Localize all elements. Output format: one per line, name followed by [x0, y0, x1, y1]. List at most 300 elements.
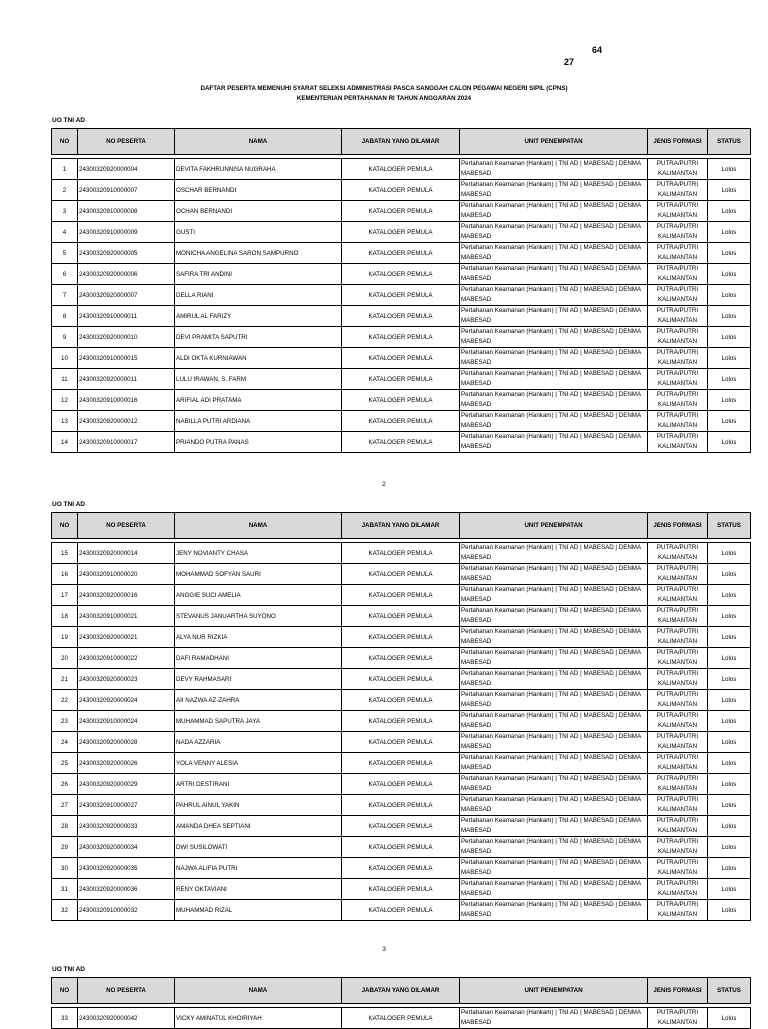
placement-unit: Pertahanan Keamanan (Hankam) | TNI AD | MABESAD | DENMA MABESAD — [460, 285, 648, 306]
row-number: 33 — [52, 1008, 78, 1029]
formation-type: PUTRA/PUTRI KALIMANTAN — [648, 369, 708, 390]
table-row — [52, 564, 751, 585]
position-applied: KATALOGER PEMULA — [342, 669, 460, 690]
header-row — [52, 129, 751, 155]
participants-table-3 — [51, 977, 751, 1029]
participant-name: PAHRUL AINUL YAKIN — [175, 795, 342, 816]
formation-type: PUTRA/PUTRI KALIMANTAN — [648, 669, 708, 690]
row-number: 17 — [52, 585, 78, 606]
position-applied: KATALOGER PEMULA — [342, 180, 460, 201]
row-number: 24 — [52, 732, 78, 753]
placement-unit: Pertahanan Keamanan (Hankam) | TNI AD | MABESAD | DENMA MABESAD — [460, 774, 648, 795]
participant-number: 24300320910000020 — [78, 564, 175, 585]
placement-unit: Pertahanan Keamanan (Hankam) | TNI AD | MABESAD | DENMA MABESAD — [460, 837, 648, 858]
position-applied: KATALOGER PEMULA — [342, 327, 460, 348]
column-header-formasi: JENIS FORMASI — [648, 129, 708, 155]
table-row — [52, 285, 751, 306]
placement-unit: Pertahanan Keamanan (Hankam) | TNI AD | MABESAD | DENMA MABESAD — [460, 201, 648, 222]
status-value: Lolos — [708, 648, 751, 669]
position-applied: KATALOGER PEMULA — [342, 201, 460, 222]
section-label-1: UO TNI AD — [52, 117, 85, 124]
status-value: Lolos — [708, 606, 751, 627]
table-row — [52, 411, 751, 432]
placement-unit: Pertahanan Keamanan (Hankam) | TNI AD | MABESAD | DENMA MABESAD — [460, 222, 648, 243]
placement-unit: Pertahanan Keamanan (Hankam) | TNI AD | MABESAD | DENMA MABESAD — [460, 648, 648, 669]
participant-number: 24300320910000032 — [78, 900, 175, 921]
position-applied: KATALOGER PEMULA — [342, 858, 460, 879]
participant-number: 24300320920000042 — [78, 1008, 175, 1029]
column-header-no: NO — [52, 513, 78, 539]
formation-type: PUTRA/PUTRI KALIMANTAN — [648, 180, 708, 201]
participant-name: YOLA VENNY ALESIA — [175, 753, 342, 774]
participant-number: 24300320920000007 — [78, 285, 175, 306]
column-header-status: STATUS — [708, 513, 751, 539]
position-applied: KATALOGER PEMULA — [342, 1008, 460, 1029]
column-header-unit: UNIT PENEMPATAN — [460, 513, 648, 539]
participant-number: 24300320910000008 — [78, 201, 175, 222]
formation-type: PUTRA/PUTRI KALIMANTAN — [648, 627, 708, 648]
formation-type: PUTRA/PUTRI KALIMANTAN — [648, 816, 708, 837]
row-number: 19 — [52, 627, 78, 648]
table-row — [52, 243, 751, 264]
participant-name: DAFI RAMADHANI — [175, 648, 342, 669]
section-label-3: UO TNI AD — [52, 966, 85, 973]
table-row — [52, 159, 751, 180]
row-number: 30 — [52, 858, 78, 879]
status-value: Lolos — [708, 432, 751, 453]
table-row — [52, 627, 751, 648]
position-applied: KATALOGER PEMULA — [342, 711, 460, 732]
formation-type: PUTRA/PUTRI KALIMANTAN — [648, 327, 708, 348]
participant-name: ALYA NUR RIZKIA — [175, 627, 342, 648]
formation-type: PUTRA/PUTRI KALIMANTAN — [648, 879, 708, 900]
row-number: 22 — [52, 690, 78, 711]
table-row — [52, 585, 751, 606]
column-header-no_peserta: NO PESERTA — [78, 129, 175, 155]
participant-name: MOHAMMAD SOFYAN SAURI — [175, 564, 342, 585]
position-applied: KATALOGER PEMULA — [342, 816, 460, 837]
participant-number: 24300320910000011 — [78, 306, 175, 327]
table-row — [52, 774, 751, 795]
status-value: Lolos — [708, 711, 751, 732]
row-number: 5 — [52, 243, 78, 264]
participant-number: 24300320920000036 — [78, 879, 175, 900]
participant-name: ALDI OKTA KURNIAWAN — [175, 348, 342, 369]
position-applied: KATALOGER PEMULA — [342, 369, 460, 390]
page-number: 27 — [564, 57, 575, 67]
position-applied: KATALOGER PEMULA — [342, 543, 460, 564]
participant-number: 24300320920000011 — [78, 369, 175, 390]
row-number: 21 — [52, 669, 78, 690]
formation-type: PUTRA/PUTRI KALIMANTAN — [648, 1008, 708, 1029]
participant-number: 24300320910000027 — [78, 795, 175, 816]
position-applied: KATALOGER PEMULA — [342, 243, 460, 264]
participant-name: JENY NOVIANTY CHASA — [175, 543, 342, 564]
position-applied: KATALOGER PEMULA — [342, 900, 460, 921]
formation-type: PUTRA/PUTRI KALIMANTAN — [648, 159, 708, 180]
placement-unit: Pertahanan Keamanan (Hankam) | TNI AD | MABESAD | DENMA MABESAD — [460, 753, 648, 774]
participants-table-1 — [51, 128, 751, 453]
participant-number: 24300320910000016 — [78, 390, 175, 411]
table-row — [52, 711, 751, 732]
position-applied: KATALOGER PEMULA — [342, 432, 460, 453]
participant-name: NADA AZZARIA — [175, 732, 342, 753]
column-header-no: NO — [52, 129, 78, 155]
row-number: 6 — [52, 264, 78, 285]
table-row — [52, 180, 751, 201]
participant-number: 24300320920000028 — [78, 732, 175, 753]
formation-type: PUTRA/PUTRI KALIMANTAN — [648, 564, 708, 585]
table-row — [52, 690, 751, 711]
participant-name: SAFIRA TRI ANDINI — [175, 264, 342, 285]
placement-unit: Pertahanan Keamanan (Hankam) | TNI AD | MABESAD | DENMA MABESAD — [460, 543, 648, 564]
participant-name: OCHAN BERNANDI — [175, 201, 342, 222]
section-label-2: UO TNI AD — [52, 501, 85, 508]
formation-type: PUTRA/PUTRI KALIMANTAN — [648, 432, 708, 453]
participant-number: 24300320920000005 — [78, 243, 175, 264]
table-row — [52, 837, 751, 858]
table-row — [52, 222, 751, 243]
participant-number: 24300320920000033 — [78, 816, 175, 837]
column-header-no_peserta: NO PESERTA — [78, 978, 175, 1004]
participant-name: DWI SUSILOWATI — [175, 837, 342, 858]
placement-unit: Pertahanan Keamanan (Hankam) | TNI AD | MABESAD | DENMA MABESAD — [460, 564, 648, 585]
position-applied: KATALOGER PEMULA — [342, 648, 460, 669]
formation-type: PUTRA/PUTRI KALIMANTAN — [648, 222, 708, 243]
position-applied: KATALOGER PEMULA — [342, 390, 460, 411]
participant-name: STEVANUS JANUARTHA SUYONO — [175, 606, 342, 627]
position-applied: KATALOGER PEMULA — [342, 606, 460, 627]
table-row — [52, 858, 751, 879]
document-title — [0, 84, 768, 104]
table-row — [52, 369, 751, 390]
participant-name: VICKY AMINATUL KHOIRIYAH — [175, 1008, 342, 1029]
participant-name: LULU IRAWAN, S. FARM — [175, 369, 342, 390]
status-value: Lolos — [708, 837, 751, 858]
formation-type: PUTRA/PUTRI KALIMANTAN — [648, 543, 708, 564]
status-value: Lolos — [708, 369, 751, 390]
status-value: Lolos — [708, 411, 751, 432]
participant-number: 24300320910000017 — [78, 432, 175, 453]
placement-unit: Pertahanan Keamanan (Hankam) | TNI AD | MABESAD | DENMA MABESAD — [460, 1008, 648, 1029]
status-value: Lolos — [708, 900, 751, 921]
table-row — [52, 816, 751, 837]
column-header-no: NO — [52, 978, 78, 1004]
status-value: Lolos — [708, 222, 751, 243]
placement-unit: Pertahanan Keamanan (Hankam) | TNI AD | MABESAD | DENMA MABESAD — [460, 390, 648, 411]
status-value: Lolos — [708, 1008, 751, 1029]
participants-table-2 — [51, 512, 751, 921]
status-value: Lolos — [708, 585, 751, 606]
row-number: 15 — [52, 543, 78, 564]
row-number: 8 — [52, 306, 78, 327]
participant-number: 24300320910000024 — [78, 711, 175, 732]
placement-unit: Pertahanan Keamanan (Hankam) | TNI AD | MABESAD | DENMA MABESAD — [460, 858, 648, 879]
row-number: 20 — [52, 648, 78, 669]
formation-type: PUTRA/PUTRI KALIMANTAN — [648, 837, 708, 858]
status-value: Lolos — [708, 243, 751, 264]
header-row — [52, 978, 751, 1004]
table-row — [52, 753, 751, 774]
participant-number: 24300320920000035 — [78, 858, 175, 879]
participant-name: NAJWA ALIFIA PUTRI — [175, 858, 342, 879]
formation-type: PUTRA/PUTRI KALIMANTAN — [648, 264, 708, 285]
placement-unit: Pertahanan Keamanan (Hankam) | TNI AD | MABESAD | DENMA MABESAD — [460, 411, 648, 432]
row-number: 31 — [52, 879, 78, 900]
header-row — [52, 513, 751, 539]
formation-type: PUTRA/PUTRI KALIMANTAN — [648, 690, 708, 711]
position-applied: KATALOGER PEMULA — [342, 411, 460, 432]
participant-name: RENY OKTAVIANI — [175, 879, 342, 900]
row-number: 2 — [52, 180, 78, 201]
row-number: 23 — [52, 711, 78, 732]
participant-number: 24300320920000029 — [78, 774, 175, 795]
placement-unit: Pertahanan Keamanan (Hankam) | TNI AD | MABESAD | DENMA MABESAD — [460, 627, 648, 648]
column-header-status: STATUS — [708, 978, 751, 1004]
row-number: 18 — [52, 606, 78, 627]
row-number: 11 — [52, 369, 78, 390]
position-applied: KATALOGER PEMULA — [342, 348, 460, 369]
participant-name: MUHAMMAD SAPUTRA JAYA — [175, 711, 342, 732]
table-row — [52, 348, 751, 369]
formation-type: PUTRA/PUTRI KALIMANTAN — [648, 606, 708, 627]
placement-unit: Pertahanan Keamanan (Hankam) | TNI AD | MABESAD | DENMA MABESAD — [460, 243, 648, 264]
formation-type: PUTRA/PUTRI KALIMANTAN — [648, 900, 708, 921]
position-applied: KATALOGER PEMULA — [342, 690, 460, 711]
status-value: Lolos — [708, 879, 751, 900]
row-number: 32 — [52, 900, 78, 921]
row-number: 9 — [52, 327, 78, 348]
status-value: Lolos — [708, 264, 751, 285]
position-applied: KATALOGER PEMULA — [342, 585, 460, 606]
row-number: 26 — [52, 774, 78, 795]
placement-unit: Pertahanan Keamanan (Hankam) | TNI AD | MABESAD | DENMA MABESAD — [460, 180, 648, 201]
participant-number: 24300320920000006 — [78, 264, 175, 285]
status-value: Lolos — [708, 690, 751, 711]
position-applied: KATALOGER PEMULA — [342, 285, 460, 306]
formation-type: PUTRA/PUTRI KALIMANTAN — [648, 201, 708, 222]
participant-number: 24300320920000034 — [78, 837, 175, 858]
column-header-nama: NAMA — [175, 129, 342, 155]
row-number: 16 — [52, 564, 78, 585]
participant-name: OSCHAR BERNANDI — [175, 180, 342, 201]
participant-name: AMANDA DHEA SEPTIANI — [175, 816, 342, 837]
placement-unit: Pertahanan Keamanan (Hankam) | TNI AD | MABESAD | DENMA MABESAD — [460, 432, 648, 453]
placement-unit: Pertahanan Keamanan (Hankam) | TNI AD | MABESAD | DENMA MABESAD — [460, 348, 648, 369]
formation-type: PUTRA/PUTRI KALIMANTAN — [648, 585, 708, 606]
participant-name: DEVI PRAMITA SAPUTRI — [175, 327, 342, 348]
participant-number: 24300320920000010 — [78, 327, 175, 348]
table-row — [52, 390, 751, 411]
placement-unit: Pertahanan Keamanan (Hankam) | TNI AD | MABESAD | DENMA MABESAD — [460, 669, 648, 690]
participant-number: 24300320920000026 — [78, 753, 175, 774]
row-number: 14 — [52, 432, 78, 453]
status-value: Lolos — [708, 774, 751, 795]
participant-name: AMIRUL AL FARIZY — [175, 306, 342, 327]
placement-unit: Pertahanan Keamanan (Hankam) | TNI AD | MABESAD | DENMA MABESAD — [460, 879, 648, 900]
title-line-2: KEMENTERIAN PERTAHANAN RI TAHUN ANGGARAN 2024 — [296, 95, 472, 102]
status-value: Lolos — [708, 732, 751, 753]
column-header-jabatan: JABATAN YANG DILAMAR — [342, 513, 460, 539]
participant-name: DEVY RAHMASARI — [175, 669, 342, 690]
participant-number: 24300320920000024 — [78, 690, 175, 711]
placement-unit: Pertahanan Keamanan (Hankam) | TNI AD | MABESAD | DENMA MABESAD — [460, 606, 648, 627]
row-number: 1 — [52, 159, 78, 180]
placement-unit: Pertahanan Keamanan (Hankam) | TNI AD | MABESAD | DENMA MABESAD — [460, 732, 648, 753]
column-header-status: STATUS — [708, 129, 751, 155]
participant-number: 24300320920000021 — [78, 627, 175, 648]
row-number: 7 — [52, 285, 78, 306]
participant-name: PRIANDO PUTRA PANAS — [175, 432, 342, 453]
column-header-unit: UNIT PENEMPATAN — [460, 129, 648, 155]
column-header-jabatan: JABATAN YANG DILAMAR — [342, 978, 460, 1004]
status-value: Lolos — [708, 858, 751, 879]
table-row — [52, 543, 751, 564]
placement-unit: Pertahanan Keamanan (Hankam) | TNI AD | MABESAD | DENMA MABESAD — [460, 585, 648, 606]
table-row — [52, 732, 751, 753]
participant-name: GUSTI — [175, 222, 342, 243]
status-value: Lolos — [708, 348, 751, 369]
position-applied: KATALOGER PEMULA — [342, 837, 460, 858]
placement-unit: Pertahanan Keamanan (Hankam) | TNI AD | MABESAD | DENMA MABESAD — [460, 159, 648, 180]
title-line-1: DAFTAR PESERTA MEMENUHI SYARAT SELEKSI ADMINISTRASI PASCA SANGGAH CALON PEGAWAI NEGERI SIPIL (CPNS) — [200, 85, 568, 92]
placement-unit: Pertahanan Keamanan (Hankam) | TNI AD | MABESAD | DENMA MABESAD — [460, 816, 648, 837]
participant-number: 24300320920000012 — [78, 411, 175, 432]
status-value: Lolos — [708, 816, 751, 837]
participant-name: ANGGIE SUCI AMELIA — [175, 585, 342, 606]
position-applied: KATALOGER PEMULA — [342, 732, 460, 753]
row-number: 3 — [52, 201, 78, 222]
table-row — [52, 648, 751, 669]
status-value: Lolos — [708, 306, 751, 327]
formation-type: PUTRA/PUTRI KALIMANTAN — [648, 774, 708, 795]
position-applied: KATALOGER PEMULA — [342, 564, 460, 585]
placement-unit: Pertahanan Keamanan (Hankam) | TNI AD | MABESAD | DENMA MABESAD — [460, 369, 648, 390]
position-applied: KATALOGER PEMULA — [342, 774, 460, 795]
participant-name: ARTRI DESTIRANI — [175, 774, 342, 795]
formation-type: PUTRA/PUTRI KALIMANTAN — [648, 411, 708, 432]
table-row — [52, 264, 751, 285]
participant-number: 24300320910000021 — [78, 606, 175, 627]
participant-number: 24300320910000007 — [78, 180, 175, 201]
row-number: 25 — [52, 753, 78, 774]
row-number: 27 — [52, 795, 78, 816]
formation-type: PUTRA/PUTRI KALIMANTAN — [648, 243, 708, 264]
placement-unit: Pertahanan Keamanan (Hankam) | TNI AD | MABESAD | DENMA MABESAD — [460, 795, 648, 816]
status-value: Lolos — [708, 201, 751, 222]
placement-unit: Pertahanan Keamanan (Hankam) | TNI AD | MABESAD | DENMA MABESAD — [460, 900, 648, 921]
status-value: Lolos — [708, 180, 751, 201]
table-row — [52, 306, 751, 327]
status-value: Lolos — [708, 285, 751, 306]
formation-type: PUTRA/PUTRI KALIMANTAN — [648, 732, 708, 753]
column-header-nama: NAMA — [175, 978, 342, 1004]
position-applied: KATALOGER PEMULA — [342, 627, 460, 648]
column-header-jabatan: JABATAN YANG DILAMAR — [342, 129, 460, 155]
table-row — [52, 606, 751, 627]
formation-type: PUTRA/PUTRI KALIMANTAN — [648, 858, 708, 879]
participant-name: DEVITA FAKHRUNNISA NUGRAHA — [175, 159, 342, 180]
column-header-formasi: JENIS FORMASI — [648, 513, 708, 539]
column-header-unit: UNIT PENEMPATAN — [460, 978, 648, 1004]
row-number: 12 — [52, 390, 78, 411]
participant-number: 24300320920000014 — [78, 543, 175, 564]
formation-type: PUTRA/PUTRI KALIMANTAN — [648, 285, 708, 306]
status-value: Lolos — [708, 159, 751, 180]
formation-type: PUTRA/PUTRI KALIMANTAN — [648, 390, 708, 411]
table-row — [52, 1008, 751, 1029]
column-header-nama: NAMA — [175, 513, 342, 539]
row-number: 10 — [52, 348, 78, 369]
participant-number: 24300320920000004 — [78, 159, 175, 180]
participant-number: 24300320910000009 — [78, 222, 175, 243]
table-row — [52, 795, 751, 816]
placement-unit: Pertahanan Keamanan (Hankam) | TNI AD | MABESAD | DENMA MABESAD — [460, 690, 648, 711]
formation-type: PUTRA/PUTRI KALIMANTAN — [648, 648, 708, 669]
position-applied: KATALOGER PEMULA — [342, 795, 460, 816]
participant-number: 24300320920000023 — [78, 669, 175, 690]
table-row — [52, 900, 751, 921]
page-label-2: 2 — [382, 481, 386, 488]
position-applied: KATALOGER PEMULA — [342, 264, 460, 285]
page-count: 64 — [592, 45, 603, 55]
formation-type: PUTRA/PUTRI KALIMANTAN — [648, 711, 708, 732]
participant-name: MONICHA ANGELINA SARON SAMPURNO — [175, 243, 342, 264]
formation-type: PUTRA/PUTRI KALIMANTAN — [648, 753, 708, 774]
status-value: Lolos — [708, 327, 751, 348]
placement-unit: Pertahanan Keamanan (Hankam) | TNI AD | MABESAD | DENMA MABESAD — [460, 327, 648, 348]
column-header-formasi: JENIS FORMASI — [648, 978, 708, 1004]
table-row — [52, 432, 751, 453]
placement-unit: Pertahanan Keamanan (Hankam) | TNI AD | MABESAD | DENMA MABESAD — [460, 264, 648, 285]
position-applied: KATALOGER PEMULA — [342, 879, 460, 900]
status-value: Lolos — [708, 795, 751, 816]
participant-name: DELLA RIANI — [175, 285, 342, 306]
column-header-no_peserta: NO PESERTA — [78, 513, 175, 539]
participant-name: ARIFIAL ADI PRATAMA — [175, 390, 342, 411]
table-row — [52, 201, 751, 222]
status-value: Lolos — [708, 627, 751, 648]
position-applied: KATALOGER PEMULA — [342, 159, 460, 180]
participant-name: NABILLA PUTRI ARDIANA — [175, 411, 342, 432]
status-value: Lolos — [708, 753, 751, 774]
formation-type: PUTRA/PUTRI KALIMANTAN — [648, 795, 708, 816]
participant-number: 24300320910000015 — [78, 348, 175, 369]
placement-unit: Pertahanan Keamanan (Hankam) | TNI AD | MABESAD | DENMA MABESAD — [460, 711, 648, 732]
table-row — [52, 327, 751, 348]
status-value: Lolos — [708, 390, 751, 411]
position-applied: KATALOGER PEMULA — [342, 222, 460, 243]
table-row — [52, 879, 751, 900]
row-number: 13 — [52, 411, 78, 432]
status-value: Lolos — [708, 564, 751, 585]
position-applied: KATALOGER PEMULA — [342, 306, 460, 327]
page-label-3: 3 — [382, 946, 386, 953]
row-number: 29 — [52, 837, 78, 858]
formation-type: PUTRA/PUTRI KALIMANTAN — [648, 306, 708, 327]
formation-type: PUTRA/PUTRI KALIMANTAN — [648, 348, 708, 369]
row-number: 4 — [52, 222, 78, 243]
participant-number: 24300320920000016 — [78, 585, 175, 606]
table-row — [52, 669, 751, 690]
position-applied: KATALOGER PEMULA — [342, 753, 460, 774]
row-number: 28 — [52, 816, 78, 837]
status-value: Lolos — [708, 543, 751, 564]
status-value: Lolos — [708, 669, 751, 690]
participant-number: 24300320910000022 — [78, 648, 175, 669]
participant-name: MUHAMMAD RIZAL — [175, 900, 342, 921]
participant-name: AII NAZWA AZ-ZAHRA — [175, 690, 342, 711]
